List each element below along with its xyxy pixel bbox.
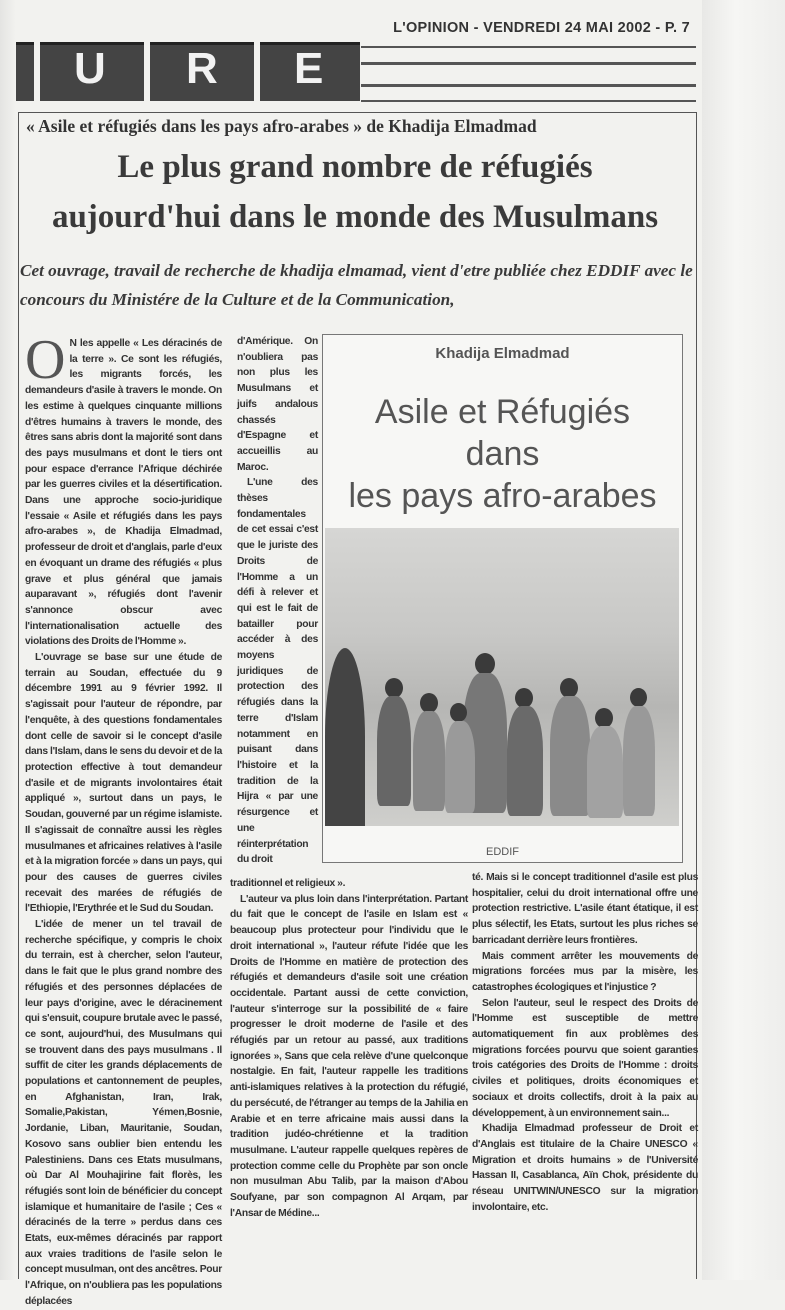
paragraph: Selon l'auteur, seul le respect des Droits de l'Homme est susceptible de mettre automatiquement fin aux problèmes des migrations forcées pourvu que soient garanties trois catégories des Droits de l'Homme : droits civiles et politiques, droits économiques et sociaux et droits collectifs, droit à la paix au développement, à un environnement sain... — [472, 997, 698, 1119]
person-head — [475, 653, 495, 675]
banner-rule — [361, 62, 696, 65]
section-banner — [16, 42, 696, 102]
person-head — [595, 708, 613, 728]
book-title — [323, 391, 682, 517]
refugee-children-photo — [325, 528, 679, 826]
article-column-1 — [25, 329, 222, 1310]
banner-block — [16, 42, 34, 101]
banner-rule — [361, 100, 696, 102]
book-cover-image — [322, 334, 683, 863]
person-figure — [587, 726, 623, 818]
tent-shape — [325, 648, 365, 826]
article-standfirst: Cet ouvrage, travail de recherche de khadija elmamad, vient d'etre publiée chez EDDIF avec le concours du Ministére de la Culture et de la Communication, — [20, 261, 693, 309]
drop-cap: O — [25, 329, 66, 391]
paragraph: Mais comment arrêter les mouvements de migrations forcées mus par la misère, les catastrophes écologiques et l'injustice ? — [472, 950, 698, 993]
paragraph — [25, 329, 222, 650]
headline-line-1: Le plus grand nombre de réfugiés — [117, 149, 593, 185]
person-head — [630, 688, 647, 707]
person-head — [560, 678, 578, 698]
newspaper-dateline: L'OPINION - VENDREDI 24 MAI 2002 - P. 7 — [393, 20, 690, 36]
paragraph: té. Mais si le concept traditionnel d'asile est plus hospitalier, celui du droit international offre une protection restrictive. L'asile étant étatique, il est plus sélectif, les Etats, surtout les plus riches se barricadant derrière leurs frontières. — [472, 872, 698, 946]
person-figure — [550, 696, 590, 816]
page-right-margin — [702, 0, 785, 1280]
article-column-2-continued — [230, 876, 468, 1221]
banner-rule — [361, 84, 696, 87]
article-column-2 — [237, 334, 318, 868]
banner-letter: U — [74, 44, 106, 93]
paragraph: L'une des thèses fondamentales de cet essai c'est que le juriste des Droits de l'Homme a un défi à relever et qui est le fait de batailler pour accéder à des moyens juridiques de protection des réfugiés dans la terre d'Islam notamment en puisant dans l'histoire et la tradition de la Hijra « par une résurgence et une réinterprétation du droit — [237, 477, 318, 866]
book-title-line: dans — [465, 435, 540, 473]
banner-letter: E — [294, 44, 324, 93]
paragraph-text: N les appelle « Les déracinés de la terre ». Ce sont les réfugiés, les migrants forcés, les demandeurs d'asile à travers le monde. On les estime à quelques cinquante millions d'êtres humains à travers le monde, des êtres sans abris dont la majorité sont dans des pays musulmans et dont le tiers ont pour espace d'errance l'Afrique déchirée par les guerres civiles et la désertification. Dans une approche socio-juridique l'essaie « Asile et réfugiés dans les pays afro-arabes », de Khadija Elmadmad, professeur de droit et d'anglais, parle d'eux en évoquant un drame des réfugiés « plus grave et plus général que jamais auparavant », réfugiés dont l'avenir s'annonce obscur avec l'internationalisation actuelle des violations des Droits de l'Homme ». — [25, 338, 222, 648]
person-figure — [377, 696, 411, 806]
paragraph: L'ouvrage se base sur une étude de terrain au Soudan, effectuée du 9 décembre 1991 au 9 février 1992. Il s'agissait pour l'auteur de répondre, par l'enquête, à des questions fondamentales dont celle de savoir si le concept d'asile dans l'Islam, dans le sens du devoir et de la protection effective à tout demandeur d'asile et de migrants involontaires était appliqué », surtout dans un pays, le Soudan, gouverné par un régime islamiste. Il s'agissait de connaître aussi les règles musulmanes et africaines relatives à l'asile et à la migration forcée » dans un pays, qui pour des causes de guerres civiles recevait des marées de réfugiés de l'Ethiopie, l'Erythrée et le Sud du Soudan. — [25, 652, 222, 915]
article-kicker: « Asile et réfugiés dans les pays afro-arabes » de Khadija Elmadmad — [26, 116, 537, 136]
paragraph: L'auteur va plus loin dans l'interprétation. Partant du fait que le concept de l'asile en Islam est « beaucoup plus protecteur pour l'individu que le droit international », l'auteur réfute l'idée que les Droits de l'Homme en matière de protection des réfugiés et demandeurs d'asile soit une création occidentale. Partant aussi de cette conviction, l'auteur s'interroge sur la possibilité de « faire progresser le droit moderne de l'asile et des réfugiés par un retour au passé, aux traditions ignorées », Sans que cela relève d'une quelconque nostalgie. En fait, l'auteur rappelle les traditions anti-islamiques relatives à la protection du réfugié, du persécuté, de l'étranger au temps de la Jahilia en Arabie et en terre africaine mais aussi dans la tradition judéo-chrétienne et la tradition musulmane. L'auteur rappelle quelques repères de protection comme celle du Prophète par son oncle non musulman Abu Talib, par la maison d'Abou Soufyane, par son compagnon Al Arqam, par l'Ansar de Médine... — [230, 893, 468, 1219]
banner-letter: R — [186, 44, 218, 93]
book-publisher: EDDIF — [486, 846, 519, 858]
paragraph: Khadija Elmadmad professeur de Droit et d'Anglais est titulaire de la Chaire UNESCO « Migration et droits humains » de l'Université Hassan II, Casablanca, Aïn Chok, présidente du réseau UNITWIN/UNESCO sur la migration involontaire, etc. — [472, 1123, 698, 1213]
person-figure — [445, 721, 475, 813]
book-title-line: Asile et Réfugiés — [374, 393, 631, 431]
person-head — [450, 703, 467, 722]
paragraph: d'Amérique. On n'oubliera pas non plus les Musulmans et juifs andalous chassés d'Espagne et accueillis au Maroc. — [237, 336, 318, 473]
paragraph: L'idée de mener un tel travail de recherche spécifique, y compris le choix du terrain, est à chercher, selon l'auteur, dans le fait que le plus grand nombre des réfugiés et des personnes déplacées de leur pays d'origine, avec le déracinement qui s'ensuit, coupure brutale avec le passé, ce sont, aujourd'hui, des Musulmans qui se trouvent dans des pays musulmans . Il suffit de citer les grands déplacements de populations et cantonnement de peuples, en Afghanistan, Iran, Irak, Somalie,Pakistan, Yémen,Bosnie, Jordanie, Liban, Mauritanie, Soudan, Kosovo sans oublier bien entendu les Palestiniens. Dans ces Etats musulmans, où Dar Al Mouhajirine fait florès, les réfugiés sont loin de bénéficier du concept islamique et humanitaire de l'asile ; Ces « déracinés de la terre » perdus dans ces Etats, eux-mêmes déracinés par rapport aux vraies traditions de l'asile selon le concept musulman, ont des ancêtres. Pour l'Afrique, on n'oubliera pas les populations déplacées — [25, 919, 222, 1307]
article-column-3 — [472, 870, 698, 1215]
person-head — [420, 693, 438, 713]
person-head — [385, 678, 403, 698]
person-head — [515, 688, 533, 708]
banner-rule — [361, 46, 696, 48]
article-headline — [20, 142, 690, 242]
book-author: Khadija Elmadmad — [435, 345, 570, 362]
person-figure — [623, 706, 655, 816]
headline-line-2: aujourd'hui dans le monde des Musulmans — [51, 199, 659, 235]
paragraph: traditionnel et religieux ». — [230, 878, 346, 889]
person-figure — [507, 706, 543, 816]
page-left-edge — [0, 0, 16, 1280]
book-title-line: les pays afro-arabes — [348, 477, 657, 515]
person-figure — [413, 711, 445, 811]
